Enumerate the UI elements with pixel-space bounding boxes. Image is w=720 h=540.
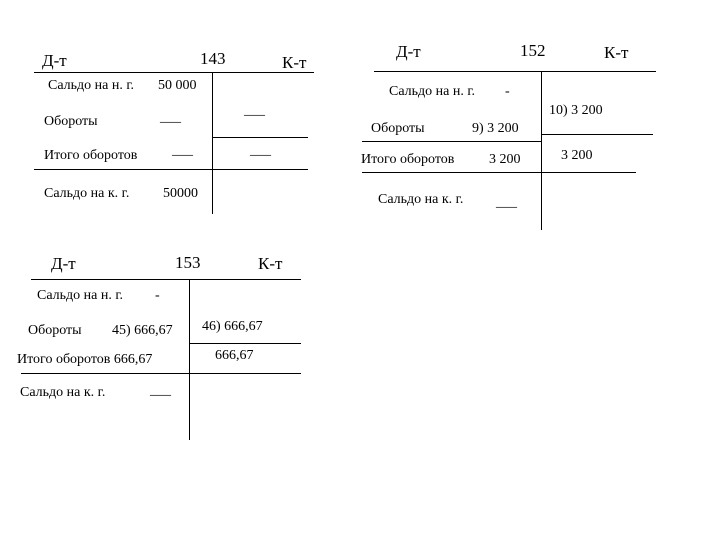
total-turnover-label: Итого оборотов 666,67: [17, 352, 153, 367]
account-number: 152: [520, 41, 546, 60]
turnover-credit: ___: [244, 103, 265, 118]
turnover-credit: 46) 666,67: [202, 319, 263, 334]
total-line: [34, 169, 308, 170]
total-turnover-label: Итого оборотов: [44, 148, 138, 163]
closing-balance-label: Сальдо на к. г.: [20, 385, 106, 400]
account-number: 153: [175, 253, 201, 272]
closing-balance-debit: ___: [496, 195, 517, 210]
turnover-line: [212, 137, 308, 138]
credit-entry: 10) 3 200: [549, 103, 603, 118]
debit-label: Д-т: [51, 254, 76, 273]
center-line: [541, 71, 542, 230]
header-line: [34, 72, 314, 73]
turnover-debit: 45) 666,67: [112, 323, 173, 338]
turnover-debit: 9) 3 200: [472, 121, 519, 136]
opening-balance-label: Сальдо на н. г.: [48, 78, 135, 93]
closing-balance-debit: 50000: [163, 186, 198, 201]
closing-balance-label: Сальдо на к. г.: [378, 192, 464, 207]
opening-balance-label: Сальдо на н. г.: [37, 288, 124, 303]
turnover-debit: ___: [160, 110, 181, 125]
credit-entry-line: [541, 134, 653, 135]
total-turnover-credit: 3 200: [561, 148, 593, 163]
opening-balance-debit: -: [505, 84, 510, 99]
total-turnover-credit: 666,67: [215, 348, 254, 363]
header-line: [374, 71, 656, 72]
account-number: 143: [200, 49, 226, 68]
turnover-line: [189, 343, 301, 344]
credit-label: К-т: [604, 43, 629, 62]
total-turnover-credit: ___: [250, 143, 271, 158]
credit-label: К-т: [258, 254, 283, 273]
opening-balance-debit: 50 000: [158, 78, 197, 93]
turnover-line: [362, 141, 542, 142]
turnover-label: Обороты: [44, 114, 98, 129]
closing-balance-label: Сальдо на к. г.: [44, 186, 130, 201]
debit-label: Д-т: [42, 51, 67, 70]
closing-balance-debit: ___: [150, 383, 171, 398]
opening-balance-debit: -: [155, 288, 160, 303]
total-turnover-label: Итого оборотов: [361, 152, 455, 167]
credit-label: К-т: [282, 53, 307, 72]
total-turnover-debit: ___: [172, 143, 193, 158]
total-turnover-debit: 3 200: [489, 152, 521, 167]
total-line: [21, 373, 301, 374]
total-line: [362, 172, 636, 173]
opening-balance-label: Сальдо на н. г.: [389, 84, 476, 99]
turnover-label: Обороты: [28, 323, 82, 338]
center-line: [212, 72, 213, 214]
center-line: [189, 279, 190, 440]
debit-label: Д-т: [396, 42, 421, 61]
header-line: [31, 279, 301, 280]
turnover-label: Обороты: [371, 121, 425, 136]
